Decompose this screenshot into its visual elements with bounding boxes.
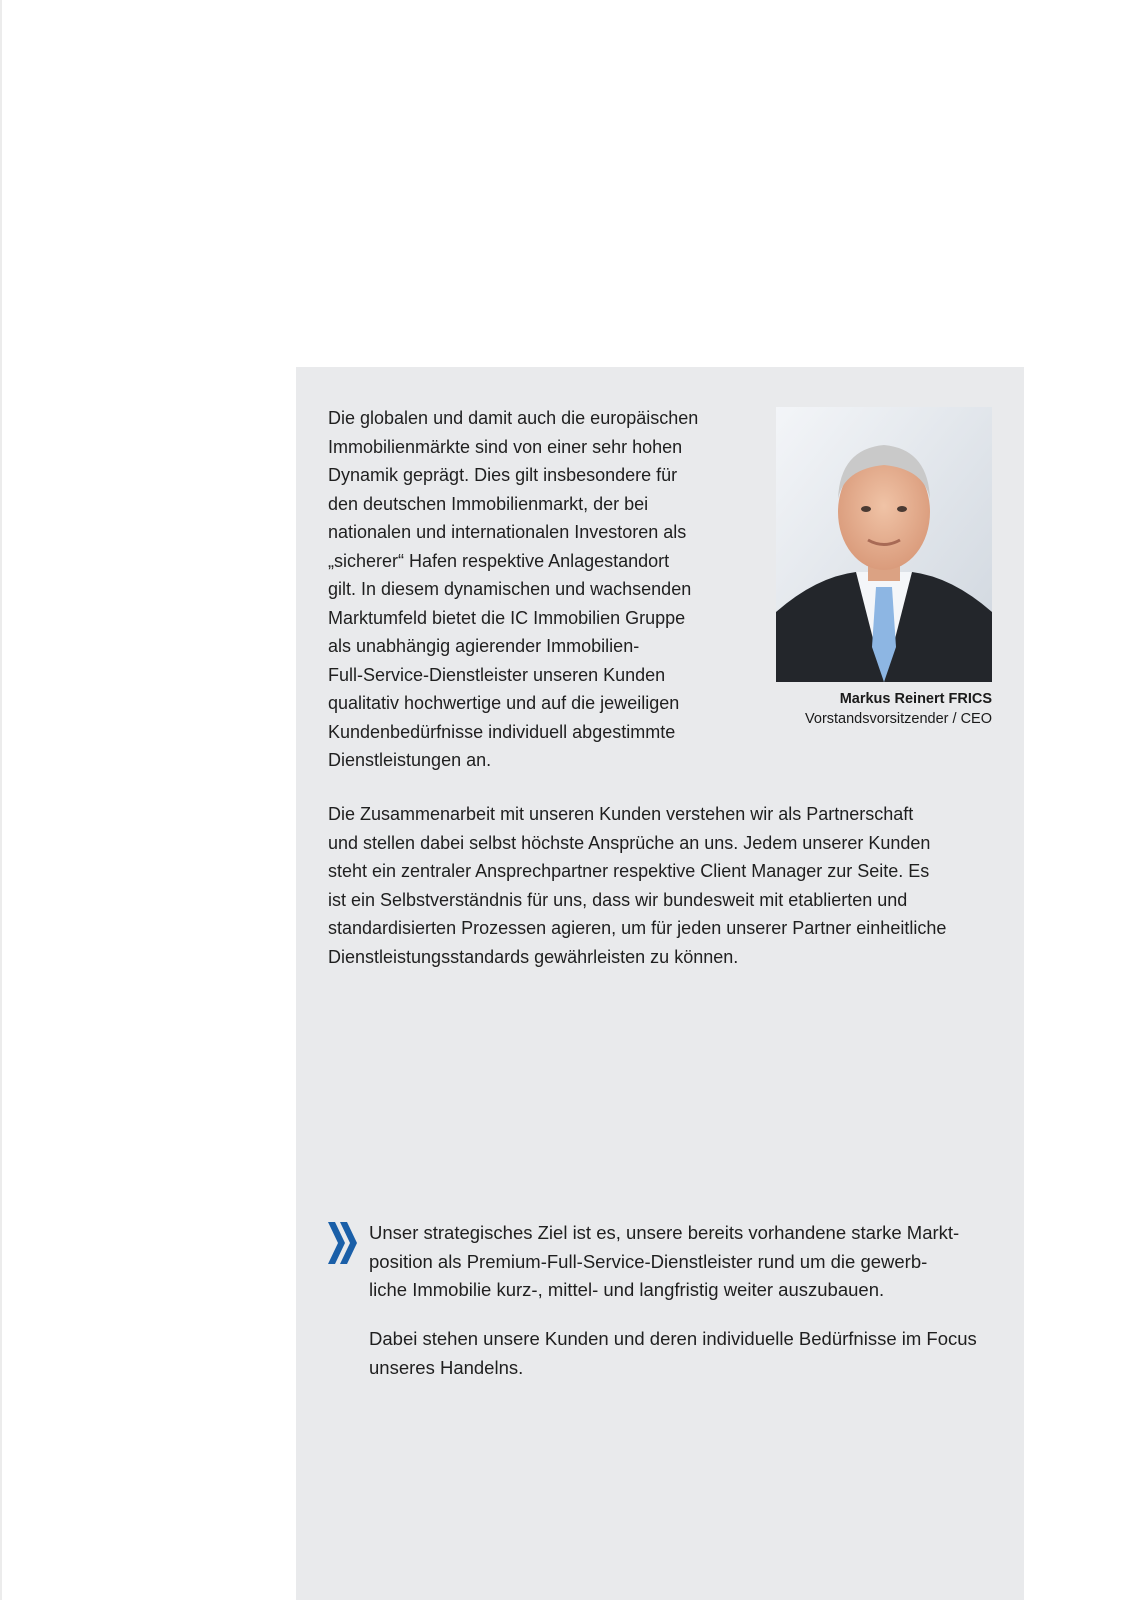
quote-paragraph-strategy: Unser strategisches Ziel ist es, unsere bereits vorhandene starke Markt- position als Premium-Full-Service-Dienstleister rund um die gewerb- liche Immobilie kurz-, mittel- und langfristig weiter auszubauen. — [369, 1222, 960, 1300]
portrait-name: Markus Reinert FRICS — [839, 691, 992, 707]
ceo-portrait-photo — [776, 407, 992, 682]
page-edge — [0, 0, 2, 1600]
quote-chevron-icon — [326, 1220, 360, 1266]
partnership-paragraph: Die Zusammenarbeit mit unseren Kunden verstehen wir als Partnerschaft und stellen dabei selbst höchste Ansprüche an uns. Jedem unserer Kunden steht ein zentraler Ansprechpartner respektive Client Manager zur Seite. Es ist ein Selbstverständnis für uns, dass wir bundesweit mit etablierten und standardisierten Prozessen agieren, um für jeden unserer Partner einheitliche Dienstleistungsstandards gewährleisten zu können. — [328, 804, 947, 967]
quote-paragraph-focus: Dabei stehen unsere Kunden und deren individuelle Bedürfnisse im Focus unseres Handelns. — [369, 1328, 977, 1378]
portrait-role: Vorstandsvorsitzender / CEO — [805, 711, 992, 727]
content-panel — [296, 367, 1024, 1600]
intro-paragraph: Die globalen und damit auch die europäischen Immobilienmärkte sind von einer sehr hohen Dynamik geprägt. Dies gilt insbesondere für den deutschen Immobilienmarkt, der bei nationalen und internationalen Investoren als „sicherer“ Hafen respektive Anlagestandort gilt. In diesem dynamischen und wachsenden Marktumfeld bietet die IC Immobilien Gruppe als unabhängig agierender Immobilien- Full-Service-Dienstleister unseren Kunden qualitativ hochwertige und auf die jeweiligen Kundenbedürfnisse individuell abgestimmte Dienstleistungen an. — [328, 408, 699, 770]
